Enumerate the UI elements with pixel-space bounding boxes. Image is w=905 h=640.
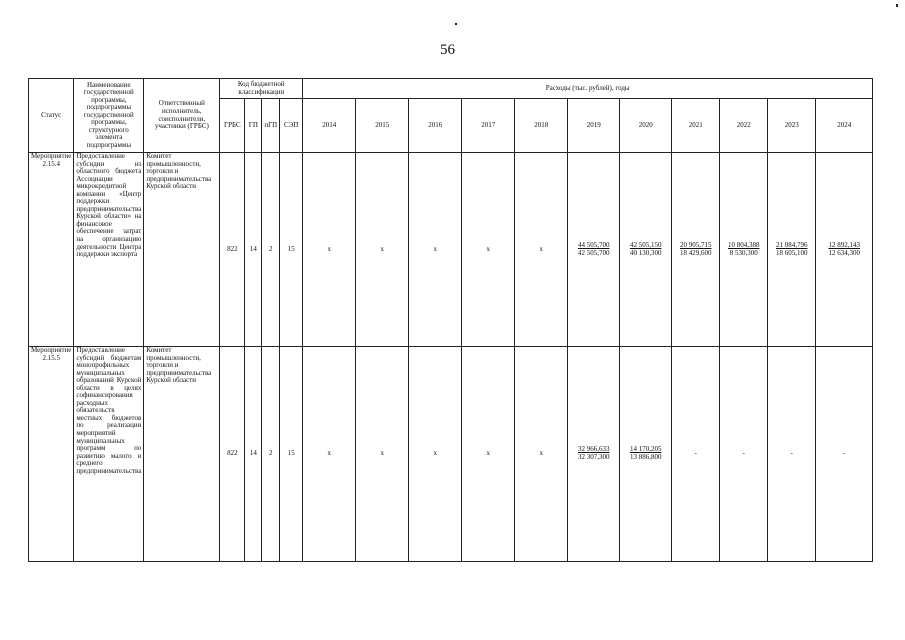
value-main: x (486, 244, 490, 253)
row-value (303, 347, 356, 562)
row-code: 15 (280, 153, 303, 347)
row-value (672, 153, 720, 347)
row-name: Предоставление субсидии из областного бюджета Ассоциации микрокредитной компании «Центр поддержки предпринимательства Курской области» на финансовое обеспечение затрат на организацию деятельности Центра поддержки экспорта (74, 153, 144, 347)
row-value (620, 153, 672, 347)
header-year: 2019 (568, 99, 620, 153)
header-year: 2015 (356, 99, 409, 153)
row-value (620, 347, 672, 562)
header-code: ГРБС (220, 99, 245, 153)
table-row (29, 153, 873, 347)
scan-speck (455, 23, 457, 25)
row-name: Предоставление субсидий бюджетам монопрофильных муниципальных образований Курской области в целях софинансирования расходных обязательств местных бюджетов по реализации мероприятий муниципальных программ по развитию малого и среднего предпринимательства (74, 347, 144, 562)
page-number: 56 (440, 42, 455, 58)
header-code: ГП (245, 99, 262, 153)
value-total: 20 905,715 (679, 240, 712, 249)
value-main: x (327, 449, 331, 458)
value-total: 42 505,150 (629, 240, 662, 249)
table-row (29, 347, 873, 562)
value-total: 10 804,388 (727, 240, 760, 249)
header-code: СЭП (280, 99, 303, 153)
row-status: Мероприятие 2.15.4 (29, 153, 74, 347)
row-value (515, 347, 568, 562)
value-regional: 18 429,600 (679, 248, 712, 257)
header-year: 2021 (672, 99, 720, 153)
value-regional: 32 307,300 (577, 453, 610, 461)
value-main: x (486, 449, 490, 458)
value-regional: 40 130,300 (629, 248, 662, 257)
value-main: - (742, 449, 745, 458)
row-code: 14 (245, 153, 262, 347)
header-year: 2017 (462, 99, 515, 153)
header-year: 2024 (816, 99, 873, 153)
value-main: x (433, 244, 437, 253)
row-executor: Комитет промышленности, торговли и предпринимательства Курской области (144, 347, 220, 562)
row-value (672, 347, 720, 562)
value-main: - (790, 449, 793, 458)
row-code: 2 (262, 347, 280, 562)
header-year: 2016 (409, 99, 462, 153)
value-total: 21 084,796 (775, 240, 808, 249)
header-status: Статус (29, 79, 74, 153)
value-main: x (380, 244, 384, 253)
row-value (768, 347, 816, 562)
row-value (409, 347, 462, 562)
header-executor: Ответственный исполнитель, соисполнители, участники (ГРБС) (144, 79, 220, 153)
header-expenses-group: Расходы (тыс. рублей), годы (303, 79, 873, 99)
row-value (356, 153, 409, 347)
value-main: - (694, 449, 697, 458)
header-year: 2022 (720, 99, 768, 153)
header-year: 2014 (303, 99, 356, 153)
row-value (515, 153, 568, 347)
header-year: 2020 (620, 99, 672, 153)
row-code: 14 (245, 347, 262, 562)
value-main: x (539, 449, 543, 458)
row-code: 2 (262, 153, 280, 347)
row-value (303, 153, 356, 347)
value-regional: 13 886,800 (629, 453, 662, 461)
row-value (356, 347, 409, 562)
row-status: Мероприятие 2.15.5 (29, 347, 74, 562)
value-regional: 12 634,300 (828, 248, 860, 257)
header-code-group: Код бюджетной классификации (220, 79, 303, 99)
row-code: 15 (280, 347, 303, 562)
value-main: - (843, 449, 846, 458)
row-value (409, 153, 462, 347)
value-total: 44 505,700 (577, 240, 610, 249)
header-year: 2023 (768, 99, 816, 153)
row-value (568, 347, 620, 562)
row-executor: Комитет промышленности, торговли и предпринимательства Курской области (144, 153, 220, 347)
value-regional: 42 505,700 (577, 248, 610, 257)
row-value (462, 347, 515, 562)
value-main: x (433, 449, 437, 458)
row-value (568, 153, 620, 347)
row-code: 822 (220, 347, 245, 562)
header-code: пГП (262, 99, 280, 153)
row-value (720, 153, 768, 347)
row-value (720, 347, 768, 562)
value-main: x (539, 244, 543, 253)
header-name: Наименование государственной программы, подпрограммы государственной программы, структурного элемента подпрограммы (74, 79, 144, 153)
row-value (816, 347, 873, 562)
row-code: 822 (220, 153, 245, 347)
row-value (462, 153, 515, 347)
value-total: 12 892,143 (828, 240, 860, 249)
value-main: x (327, 244, 331, 253)
value-main: x (380, 449, 384, 458)
value-regional: 18 605,100 (775, 248, 808, 257)
header-year: 2018 (515, 99, 568, 153)
value-regional: 8 530,300 (729, 248, 758, 257)
value-total: 32 966,633 (577, 445, 610, 454)
row-value (816, 153, 873, 347)
value-total: 14 170,205 (629, 445, 662, 454)
scan-speck (896, 4, 898, 7)
expenses-table (28, 78, 873, 562)
row-value (768, 153, 816, 347)
